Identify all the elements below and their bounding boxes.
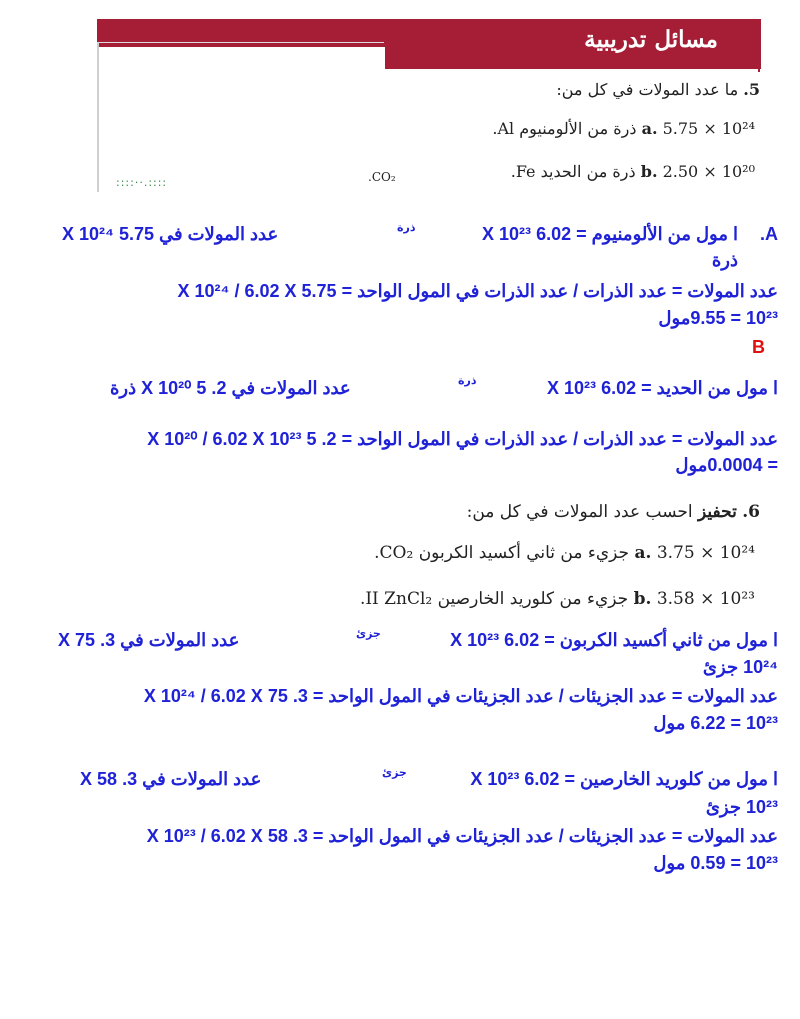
item-letter: a. <box>641 119 658 138</box>
question-6b <box>360 589 755 609</box>
answer-d-line1: ا مول من كلوريد الخارصين = 6.02 X 10²³ <box>470 769 778 789</box>
answer-d-unit: جزئ <box>382 766 407 779</box>
answer-a-line2: عدد المولات = عدد الذرات / عدد الذرات في المول الواحد = 5.75 X 10²⁴ / 6.02 X <box>177 281 778 301</box>
answer-b-label: B <box>752 337 765 357</box>
item-letter: a. <box>634 543 652 563</box>
answer-c-right: عدد المولات في 3. 75 X <box>58 630 240 650</box>
answer-d-result: 10²³ = 0.59 مول <box>653 853 778 873</box>
item-letter: b. <box>640 162 658 181</box>
question-number: 5. <box>743 80 760 99</box>
answer-a-result: 10²³ = 9.55مول <box>658 308 778 328</box>
answer-a-wrap: ذرة <box>711 250 738 270</box>
answer-d-wrap: 10²³ جزئ <box>705 797 778 817</box>
question-6a <box>374 543 755 563</box>
card-edge <box>97 42 99 192</box>
answer-b-result: = 0.0004مول <box>675 455 778 475</box>
answer-a-unit: ذرة <box>397 221 416 234</box>
card-edge-top <box>97 42 384 43</box>
answer-b-line1: ا مول من الحديد = 6.02 X 10²³ <box>547 378 778 398</box>
answer-a-right: عدد المولات في 5.75 X 10²⁴ <box>62 224 279 244</box>
question-number: 6. <box>742 502 760 522</box>
question-6 <box>467 502 760 522</box>
answer-d-line2: عدد المولات = عدد الجزيئات / عدد الجزيئات في المول الواحد = 3. 58 X 10²³ / 6.02 X <box>146 826 778 846</box>
answer-a-label: A. <box>759 224 778 244</box>
item-text: 3.58 × 10²³ جزيء من كلوريد الخارصين II ZnCl₂. <box>359 589 755 609</box>
answer-b-line2: عدد المولات = عدد الذرات / عدد الذرات في المول الواحد = 2. 5 X 10²⁰ / 6.02 X 10²³ <box>147 429 778 449</box>
answer-c-wrap: 10²⁴ جزئ <box>702 657 778 677</box>
answer-c-unit: جزئ <box>356 627 381 640</box>
question-5a <box>492 119 755 138</box>
answer-c-line1: ا مول من ثاني أكسيد الكربون = 6.02 X 10²³ <box>450 630 778 650</box>
answer-c-result: 10²³ = 6.22 مول <box>653 713 778 733</box>
item-text: 3.75 × 10²⁴ جزيء من ثاني أكسيد الكربون CO₂. <box>374 543 755 563</box>
section-title: مسائل تدريبية <box>584 26 718 53</box>
ministry-logo: ::::··.:::: <box>116 176 168 189</box>
answer-d-right: عدد المولات في 3. 58 X <box>80 769 262 789</box>
banner-rule <box>758 44 760 72</box>
banner-notch <box>97 47 385 69</box>
item-text: 2.50 × 10²⁰ ذرة من الحديد Fe. <box>510 162 755 181</box>
answer-a-line1: ا مول من الألومنيوم = 6.02 X 10²³ <box>482 224 738 244</box>
item-letter: b. <box>633 589 652 609</box>
item-text: 5.75 × 10²⁴ ذرة من الألومنيوم Al. <box>492 119 755 138</box>
answer-c-line2: عدد المولات = عدد الجزيئات / عدد الجزيئات في المول الواحد = 3. 75 X 10²⁴ / 6.02 X <box>143 686 778 706</box>
question-5b <box>511 162 755 181</box>
question-keyword: تحفيز <box>698 502 737 522</box>
question-prompt: احسب عدد المولات في كل من: <box>466 502 693 522</box>
question-prompt: ما عدد المولات في كل من: <box>556 80 739 99</box>
question-5 <box>556 80 760 99</box>
answer-b-right: عدد المولات في 2. 5 X 10²⁰ ذرة <box>110 378 351 398</box>
answer-b-unit: ذرة <box>458 374 477 387</box>
co2-fragment: .CO₂ <box>368 170 396 184</box>
